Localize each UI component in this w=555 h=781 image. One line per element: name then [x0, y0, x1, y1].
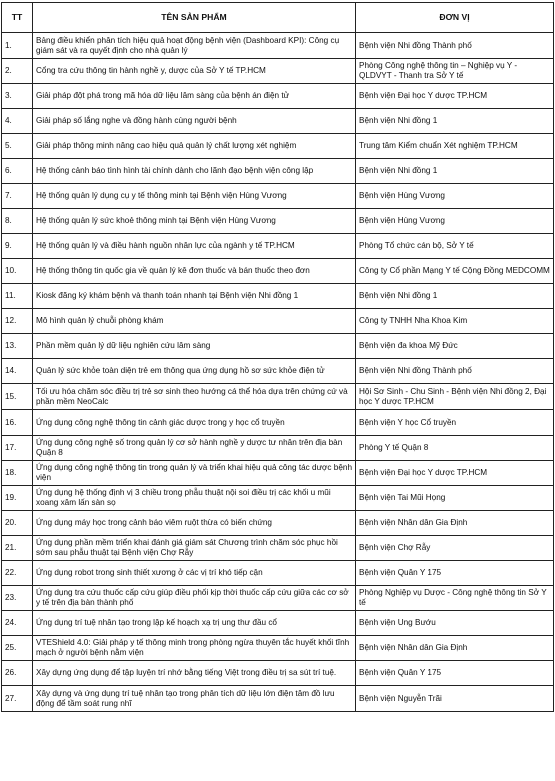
row-number: 24. [2, 611, 33, 636]
row-number: 11. [2, 284, 33, 309]
row-number: 23. [2, 586, 33, 611]
unit-name: Phòng Công nghệ thông tin – Nghiệp vụ Y - QLDVYT - Thanh tra Sở Y tế [356, 59, 554, 84]
unit-name: Công ty Cổ phần Mạng Y tế Cộng Đồng MEDCOMM [356, 259, 554, 284]
product-name: Phần mềm quản lý dữ liệu nghiên cứu lâm sàng [33, 334, 356, 359]
unit-name: Bệnh viện Nhi đồng 1 [356, 284, 554, 309]
product-table [1, 2, 554, 712]
product-name: Giải pháp thông minh nâng cao hiệu quả quản lý chất lượng xét nghiệm [33, 134, 356, 159]
table-body [2, 33, 554, 712]
unit-name: Bệnh viện Đại học Y dược TP.HCM [356, 461, 554, 486]
product-name: Ứng dụng phần mềm triển khai đánh giá giám sát Chương trình chăm sóc phục hồi sớm sau phẫu thuật tại Bệnh viện Chợ Rẫy [33, 536, 356, 561]
table-row [2, 33, 554, 59]
table-row [2, 686, 554, 712]
row-number: 22. [2, 561, 33, 586]
product-name: Ứng dụng tra cứu thuốc cấp cứu giúp điều phối kịp thời thuốc cấp cứu giữa các cơ sở y tế trên địa bàn thành phố [33, 586, 356, 611]
table-row [2, 461, 554, 486]
product-name: Ứng dụng công nghệ thông tin cảnh giác dược trong y học cổ truyền [33, 410, 356, 436]
product-name: Quản lý sức khỏe toàn diện trẻ em thông qua ứng dụng hồ sơ sức khỏe điện tử [33, 359, 356, 384]
table-row [2, 184, 554, 209]
row-number: 21. [2, 536, 33, 561]
row-number: 13. [2, 334, 33, 359]
table-row [2, 59, 554, 84]
unit-name: Bệnh viện Hùng Vương [356, 209, 554, 234]
unit-name: Trung tâm Kiểm chuẩn Xét nghiệm TP.HCM [356, 134, 554, 159]
product-name: Hệ thống quản lý dụng cụ y tế thông minh tại Bệnh viện Hùng Vương [33, 184, 356, 209]
table-row [2, 611, 554, 636]
document-page [1, 2, 554, 712]
unit-name: Bệnh viện Nhi đồng 1 [356, 109, 554, 134]
row-number: 3. [2, 84, 33, 109]
table-row [2, 259, 554, 284]
row-number: 25. [2, 636, 33, 661]
row-number: 15. [2, 384, 33, 410]
row-number: 14. [2, 359, 33, 384]
unit-name: Bệnh viện Chợ Rẫy [356, 536, 554, 561]
product-name: Xây dựng và ứng dụng trí tuệ nhân tạo trong phân tích dữ liệu lớn điện tâm đồ lưu động để tầm soát rung nhĩ [33, 686, 356, 712]
unit-name: Bệnh viện Nhi đồng Thành phố [356, 33, 554, 59]
product-name: Ứng dụng công nghệ thông tin trong quản lý và triển khai hiệu quả công tác dược bệnh viện [33, 461, 356, 486]
product-name: Ứng dụng hệ thống định vị 3 chiều trong phẫu thuật nội soi điều trị các khối u mũi xoang xâm lấn sàn sọ [33, 486, 356, 511]
header-unit: ĐƠN VỊ [356, 3, 554, 33]
table-row [2, 159, 554, 184]
product-name: Hệ thống cảnh báo tình hình tài chính dành cho lãnh đạo bệnh viện công lập [33, 159, 356, 184]
unit-name: Bệnh viện Y học Cổ truyền [356, 410, 554, 436]
product-name: Giải pháp số lắng nghe và đồng hành cùng người bệnh [33, 109, 356, 134]
table-row [2, 284, 554, 309]
row-number: 2. [2, 59, 33, 84]
table-row [2, 561, 554, 586]
row-number: 17. [2, 436, 33, 461]
unit-name: Phòng Tổ chức cán bộ, Sở Y tế [356, 234, 554, 259]
unit-name: Bệnh viện Nguyễn Trãi [356, 686, 554, 712]
product-name: Tối ưu hóa chăm sóc điều trị trẻ sơ sinh theo hướng cá thể hóa dựa trên chứng cứ và phần mềm NeoCalc [33, 384, 356, 410]
product-name: Ứng dụng robot trong sinh thiết xương ở các vị trí khó tiếp cận [33, 561, 356, 586]
unit-name: Bệnh viện Đại học Y dược TP.HCM [356, 84, 554, 109]
unit-name: Bệnh viện Nhi đồng Thành phố [356, 359, 554, 384]
table-row [2, 134, 554, 159]
table-row [2, 359, 554, 384]
table-row [2, 661, 554, 686]
row-number: 20. [2, 511, 33, 536]
table-row [2, 410, 554, 436]
unit-name: Phòng Y tế Quận 8 [356, 436, 554, 461]
row-number: 18. [2, 461, 33, 486]
table-row [2, 586, 554, 611]
row-number: 6. [2, 159, 33, 184]
table-row [2, 109, 554, 134]
unit-name: Bệnh viện Quân Y 175 [356, 661, 554, 686]
table-row [2, 636, 554, 661]
table-header-row [2, 3, 554, 33]
row-number: 12. [2, 309, 33, 334]
product-name: Ứng dụng công nghệ số trong quản lý cơ sở hành nghề y dược tư nhân trên địa bàn Quận 8 [33, 436, 356, 461]
header-tt: TT [2, 3, 33, 33]
row-number: 27. [2, 686, 33, 712]
product-name: Cổng tra cứu thông tin hành nghề y, dược của Sở Y tế TP.HCM [33, 59, 356, 84]
row-number: 7. [2, 184, 33, 209]
product-name: Bảng điều khiển phân tích hiệu quả hoạt động bệnh viện (Dashboard KPI): Công cụ giám sát và ra quyết định cho nhà quản lý [33, 33, 356, 59]
table-row [2, 511, 554, 536]
unit-name: Bệnh viện Nhi đồng 1 [356, 159, 554, 184]
table-row [2, 209, 554, 234]
table-row [2, 536, 554, 561]
table-row [2, 234, 554, 259]
product-name: Hệ thống thông tin quốc gia về quản lý kê đơn thuốc và bán thuốc theo đơn [33, 259, 356, 284]
row-number: 26. [2, 661, 33, 686]
unit-name: Bệnh viện Quân Y 175 [356, 561, 554, 586]
unit-name: Hội Sơ Sinh - Chu Sinh - Bệnh viện Nhi đồng 2, Đại học Y dược TP.HCM [356, 384, 554, 410]
unit-name: Bệnh viện Ung Bướu [356, 611, 554, 636]
table-row [2, 436, 554, 461]
row-number: 16. [2, 410, 33, 436]
row-number: 1. [2, 33, 33, 59]
table-row [2, 486, 554, 511]
product-name: Giải pháp đột phá trong mã hóa dữ liệu lâm sàng của bệnh án điện tử [33, 84, 356, 109]
product-name: Ứng dụng trí tuệ nhân tạo trong lập kế hoạch xạ trị ung thư đầu cổ [33, 611, 356, 636]
row-number: 4. [2, 109, 33, 134]
product-name: Kiosk đăng ký khám bệnh và thanh toán nhanh tại Bệnh viện Nhi đồng 1 [33, 284, 356, 309]
unit-name: Bệnh viện Hùng Vương [356, 184, 554, 209]
unit-name: Bệnh viện Nhân dân Gia Định [356, 511, 554, 536]
table-row [2, 384, 554, 410]
product-name: Xây dựng ứng dụng để tập luyện trí nhớ bằng tiếng Việt trong điều trị sa sút trí tuệ. [33, 661, 356, 686]
unit-name: Bệnh viện Tai Mũi Họng [356, 486, 554, 511]
unit-name: Bệnh viện Nhân dân Gia Định [356, 636, 554, 661]
row-number: 5. [2, 134, 33, 159]
unit-name: Bệnh viện đa khoa Mỹ Đức [356, 334, 554, 359]
unit-name: Phòng Nghiệp vụ Dược - Công nghệ thông tin Sở Y tế [356, 586, 554, 611]
row-number: 19. [2, 486, 33, 511]
unit-name: Công ty TNHH Nha Khoa Kim [356, 309, 554, 334]
header-product-name: TÊN SẢN PHẨM [33, 3, 356, 33]
product-name: Mô hình quản lý chuỗi phòng khám [33, 309, 356, 334]
row-number: 8. [2, 209, 33, 234]
row-number: 10. [2, 259, 33, 284]
product-name: Hệ thống quản lý sức khoẻ thông minh tại Bệnh viện Hùng Vương [33, 209, 356, 234]
row-number: 9. [2, 234, 33, 259]
table-row [2, 309, 554, 334]
product-name: Hệ thống quản lý và điều hành nguồn nhân lực của ngành y tế TP.HCM [33, 234, 356, 259]
product-name: Ứng dụng máy học trong cảnh báo viêm ruột thừa có biến chứng [33, 511, 356, 536]
product-name: VTEShield 4.0: Giải pháp y tế thông minh trong phòng ngừa thuyên tắc huyết khối tĩnh mạch ở người bệnh nằm viện [33, 636, 356, 661]
table-row [2, 334, 554, 359]
table-row [2, 84, 554, 109]
